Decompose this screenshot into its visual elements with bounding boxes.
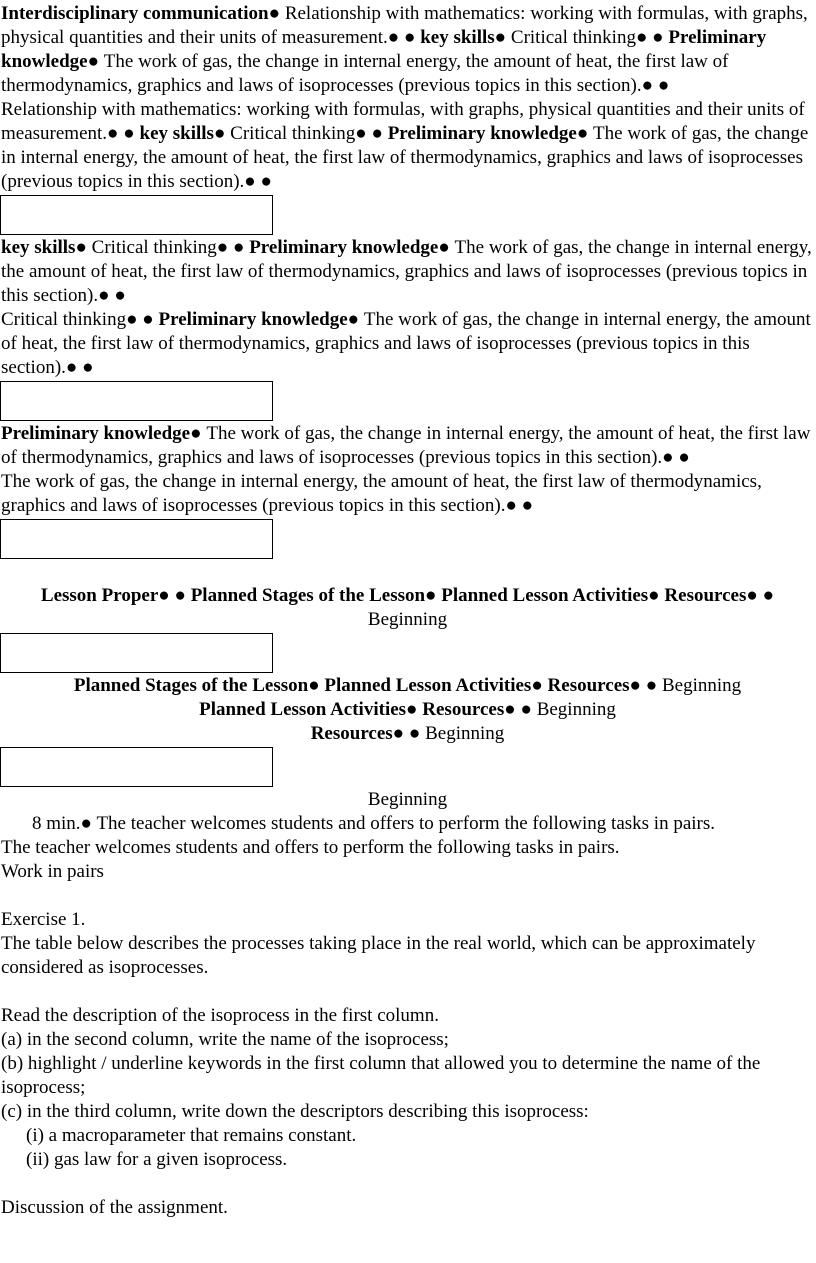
text-run: Beginning [367, 609, 448, 630]
paragraph [0, 98, 814, 194]
empty-text-box [0, 195, 273, 235]
bold-run: Resources● ● [310, 723, 426, 744]
text-run: Read the description of the isoprocess in the first column. [1, 1005, 439, 1026]
text-run: Beginning [536, 699, 616, 720]
bold-run: Planned Lesson Activities● Resources● ● [199, 699, 537, 720]
bold-run: Preliminary knowledge● [249, 237, 455, 258]
text-run: 8 min.● The teacher welcomes students and offers to perform the following tasks in pairs. [32, 813, 715, 834]
paragraph [0, 422, 814, 470]
bold-run: Preliminary knowledge● [158, 309, 364, 330]
paragraph [0, 674, 814, 698]
text-run: The work of gas, the change in internal energy, the amount of heat, the first law of thermodynamics, graphics and laws of isoprocesses (previous topics in this section).● ● [1, 309, 811, 378]
paragraph [0, 788, 814, 812]
bold-run: Interdisciplinary communication● [1, 3, 285, 24]
blank-line [0, 884, 814, 908]
text-run: The work of gas, the change in internal energy, the amount of heat, the first law of thermodynamics, graphics and laws of isoprocesses (previous topics in this section).● ● [1, 123, 809, 192]
paragraph [0, 308, 814, 380]
paragraph [0, 1124, 814, 1148]
text-run: (b) highlight / underline keywords in the first column that allowed you to determine the name of the isoprocess; [1, 1053, 761, 1098]
bold-run: Preliminary knowledge● [1, 423, 207, 444]
text-run: (i) a macroparameter that remains constant. [26, 1125, 357, 1146]
bold-run: Preliminary knowledge● [387, 123, 594, 144]
empty-text-box [0, 633, 273, 673]
text-run: Relationship with mathematics: working with formulas, with graphs, physical quantities and their units of measurement.● ● [1, 3, 808, 48]
text-run: Beginning [367, 789, 448, 810]
paragraph [0, 1100, 814, 1124]
paragraph [0, 1052, 814, 1100]
text-run: (ii) gas law for a given isoprocess. [26, 1149, 288, 1170]
paragraph [0, 860, 814, 884]
text-run: The work of gas, the change in internal energy, the amount of heat, the first law of thermodynamics, graphics and laws of isoprocesses (previous topics in this section).● ● [1, 51, 729, 96]
text-run: (a) in the second column, write the name of the isoprocess; [1, 1029, 449, 1050]
paragraph [0, 722, 814, 746]
text-run: Beginning [425, 723, 505, 744]
bold-run: key skills● [139, 123, 231, 144]
text-run: Critical thinking● ● [1, 309, 159, 330]
text-run: The work of gas, the change in internal energy, the amount of heat, the first law of thermodynamics, graphics and laws of isoprocesses (previous topics in this section).● ● [1, 423, 811, 468]
text-run: Relationship with mathematics: working with formulas, with graphs, physical quantities and their units of measurement.● ● [1, 99, 805, 144]
text-run: Exercise 1. [1, 909, 86, 930]
paragraph [0, 1148, 814, 1172]
paragraph [0, 1004, 814, 1028]
paragraph [0, 698, 814, 722]
blank-line [0, 980, 814, 1004]
paragraph [0, 584, 814, 632]
text-run: Work in pairs [1, 861, 104, 882]
empty-text-box [0, 747, 273, 787]
bold-run: Planned Stages of the Lesson● Planned Lesson Activities● Resources● ● [73, 675, 662, 696]
blank-line [0, 560, 814, 584]
bold-run: key skills● [420, 27, 511, 48]
document-page [0, 2, 814, 1220]
text-run: Beginning [661, 675, 742, 696]
empty-text-box [0, 519, 273, 559]
paragraph [0, 932, 814, 980]
text-run: Critical thinking● ● [230, 123, 388, 144]
text-run: The work of gas, the change in internal energy, the amount of heat, the first law of thermodynamics, graphics and laws of isoprocesses (previous topics in this section).● ● [1, 237, 812, 306]
text-run: The work of gas, the change in internal energy, the amount of heat, the first law of thermodynamics, graphics and laws of isoprocesses (previous topics in this section).● ● [1, 471, 762, 516]
paragraph [0, 812, 814, 836]
paragraph [0, 470, 814, 518]
empty-text-box [0, 381, 273, 421]
text-run: The table below describes the processes taking place in the real world, which can be approximately considered as isoprocesses. [1, 933, 756, 978]
paragraph [0, 1028, 814, 1052]
paragraph [0, 908, 814, 932]
paragraph [0, 836, 814, 860]
bold-run: Lesson Proper● ● Planned Stages of the Lesson● Planned Lesson Activities● Resources● ● [40, 585, 775, 606]
text-run: Critical thinking● ● [510, 27, 669, 48]
blank-line [0, 1172, 814, 1196]
bold-run: key skills● [1, 237, 92, 258]
text-run: Critical thinking● ● [91, 237, 250, 258]
paragraph [0, 236, 814, 308]
paragraph [0, 2, 814, 98]
text-run: (c) in the third column, write down the descriptors describing this isoprocess: [1, 1101, 589, 1122]
bold-run: Preliminary knowledge● [1, 27, 767, 72]
text-run: The teacher welcomes students and offers to perform the following tasks in pairs. [1, 837, 620, 858]
text-run: Discussion of the assignment. [1, 1197, 228, 1218]
paragraph [0, 1196, 814, 1220]
